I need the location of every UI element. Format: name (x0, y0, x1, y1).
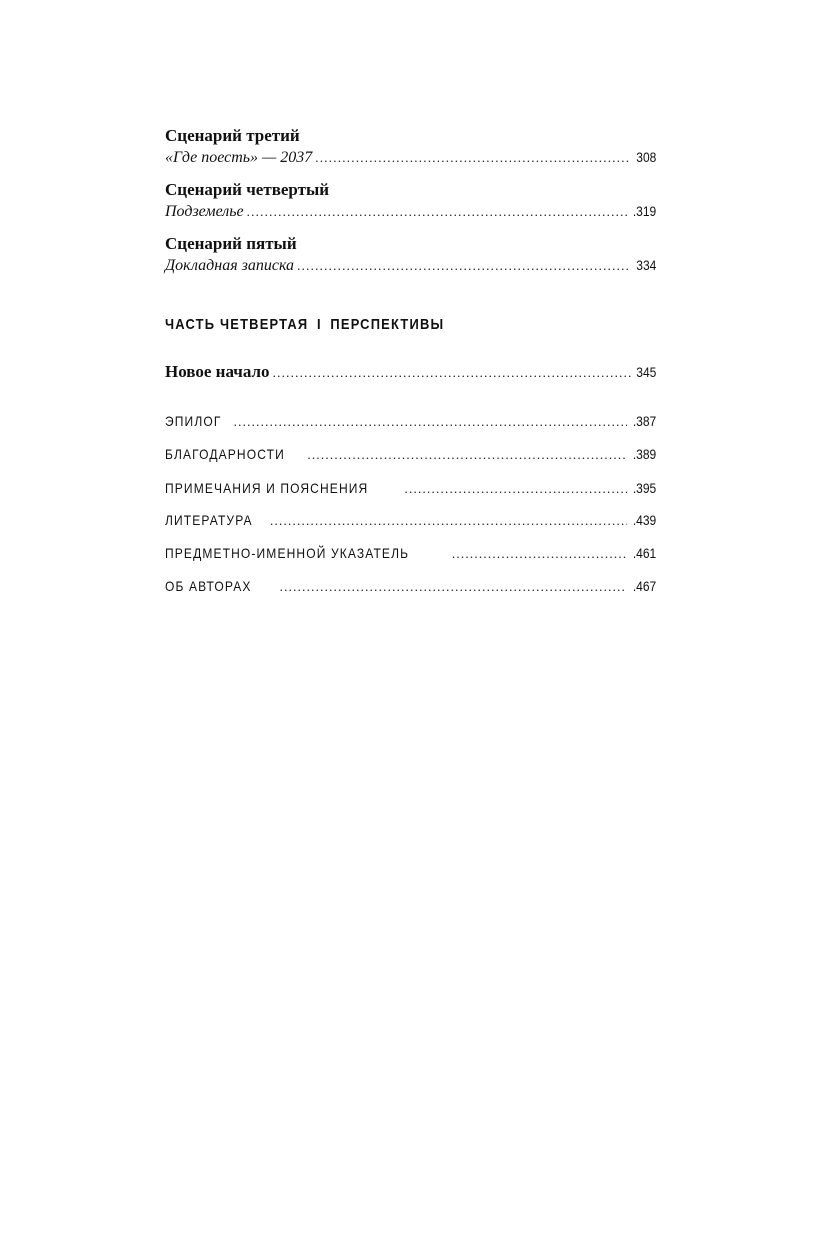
dot-leader (404, 478, 626, 500)
entry-label: ОБ АВТОРАХ (165, 578, 252, 594)
dot-leader (307, 444, 626, 466)
toc-scenario-fifth (165, 234, 656, 276)
entry-label: БЛАГОДАРНОСТИ (165, 446, 285, 462)
entry-label: Новое начало (165, 362, 270, 381)
dot-leader (270, 510, 627, 532)
page-number: .461 (632, 545, 656, 561)
dot-leader (234, 411, 627, 433)
page-number: 308 (635, 149, 656, 165)
page-number: .395 (632, 480, 656, 496)
toc-entry[interactable] (165, 443, 656, 465)
toc-back-matter-notes (165, 477, 656, 499)
scenario-subtitle: Докладная записка (165, 257, 295, 274)
entry-label: ЛИТЕРАТУРА (165, 512, 253, 528)
entry-label: ЭПИЛОГ (165, 413, 222, 429)
page-number: 345 (635, 364, 656, 380)
page-number: .467 (632, 578, 656, 594)
scenario-subtitle: «Где поесть» — 2037 (165, 149, 313, 166)
toc-back-matter-epilogue (165, 410, 656, 432)
dot-leader (315, 147, 630, 169)
toc-back-matter-authors (165, 575, 656, 597)
page-number: .319 (632, 203, 656, 219)
scenario-subtitle: Подземелье (165, 203, 244, 220)
entry-label: ПРЕДМЕТНО-ИМЕННОЙ УКАЗАТЕЛЬ (165, 545, 410, 561)
page-number: 334 (635, 257, 656, 273)
toc-entry[interactable] (165, 410, 656, 432)
toc-scenario-fourth (165, 180, 656, 222)
part-number: ЧАСТЬ ЧЕТВЕРТАЯ (165, 316, 309, 333)
scenario-title: Сценарий четвертый (165, 180, 330, 199)
toc-entry[interactable] (165, 477, 656, 499)
page-number: .387 (632, 413, 656, 429)
toc-back-matter-acknowledgements (165, 443, 656, 465)
toc-entry[interactable] (165, 146, 656, 168)
part-heading (165, 316, 444, 333)
toc-entry[interactable] (165, 542, 656, 564)
toc-entry[interactable] (165, 575, 656, 597)
toc-entry[interactable] (165, 200, 656, 222)
page-number: .439 (632, 512, 656, 528)
entry-label: ПРИМЕЧАНИЯ И ПОЯСНЕНИЯ (165, 480, 369, 496)
part-separator: I (317, 316, 322, 333)
dot-leader (273, 362, 631, 384)
toc-scenario-third (165, 126, 656, 168)
toc-entry[interactable] (165, 254, 656, 276)
dot-leader (247, 201, 627, 223)
toc-back-matter-literature (165, 509, 656, 531)
scenario-title: Сценарий третий (165, 126, 300, 145)
toc-back-matter-index (165, 542, 656, 564)
dot-leader (452, 543, 627, 565)
part-title: ПЕРСПЕКТИВЫ (330, 316, 445, 333)
page-number: .389 (632, 446, 656, 462)
scenario-title: Сценарий пятый (165, 234, 297, 253)
toc-part-entries (165, 361, 656, 383)
dot-leader (280, 576, 627, 598)
toc-entry-new-beginning[interactable] (165, 361, 656, 383)
dot-leader (297, 255, 631, 277)
toc-entry[interactable] (165, 509, 656, 531)
